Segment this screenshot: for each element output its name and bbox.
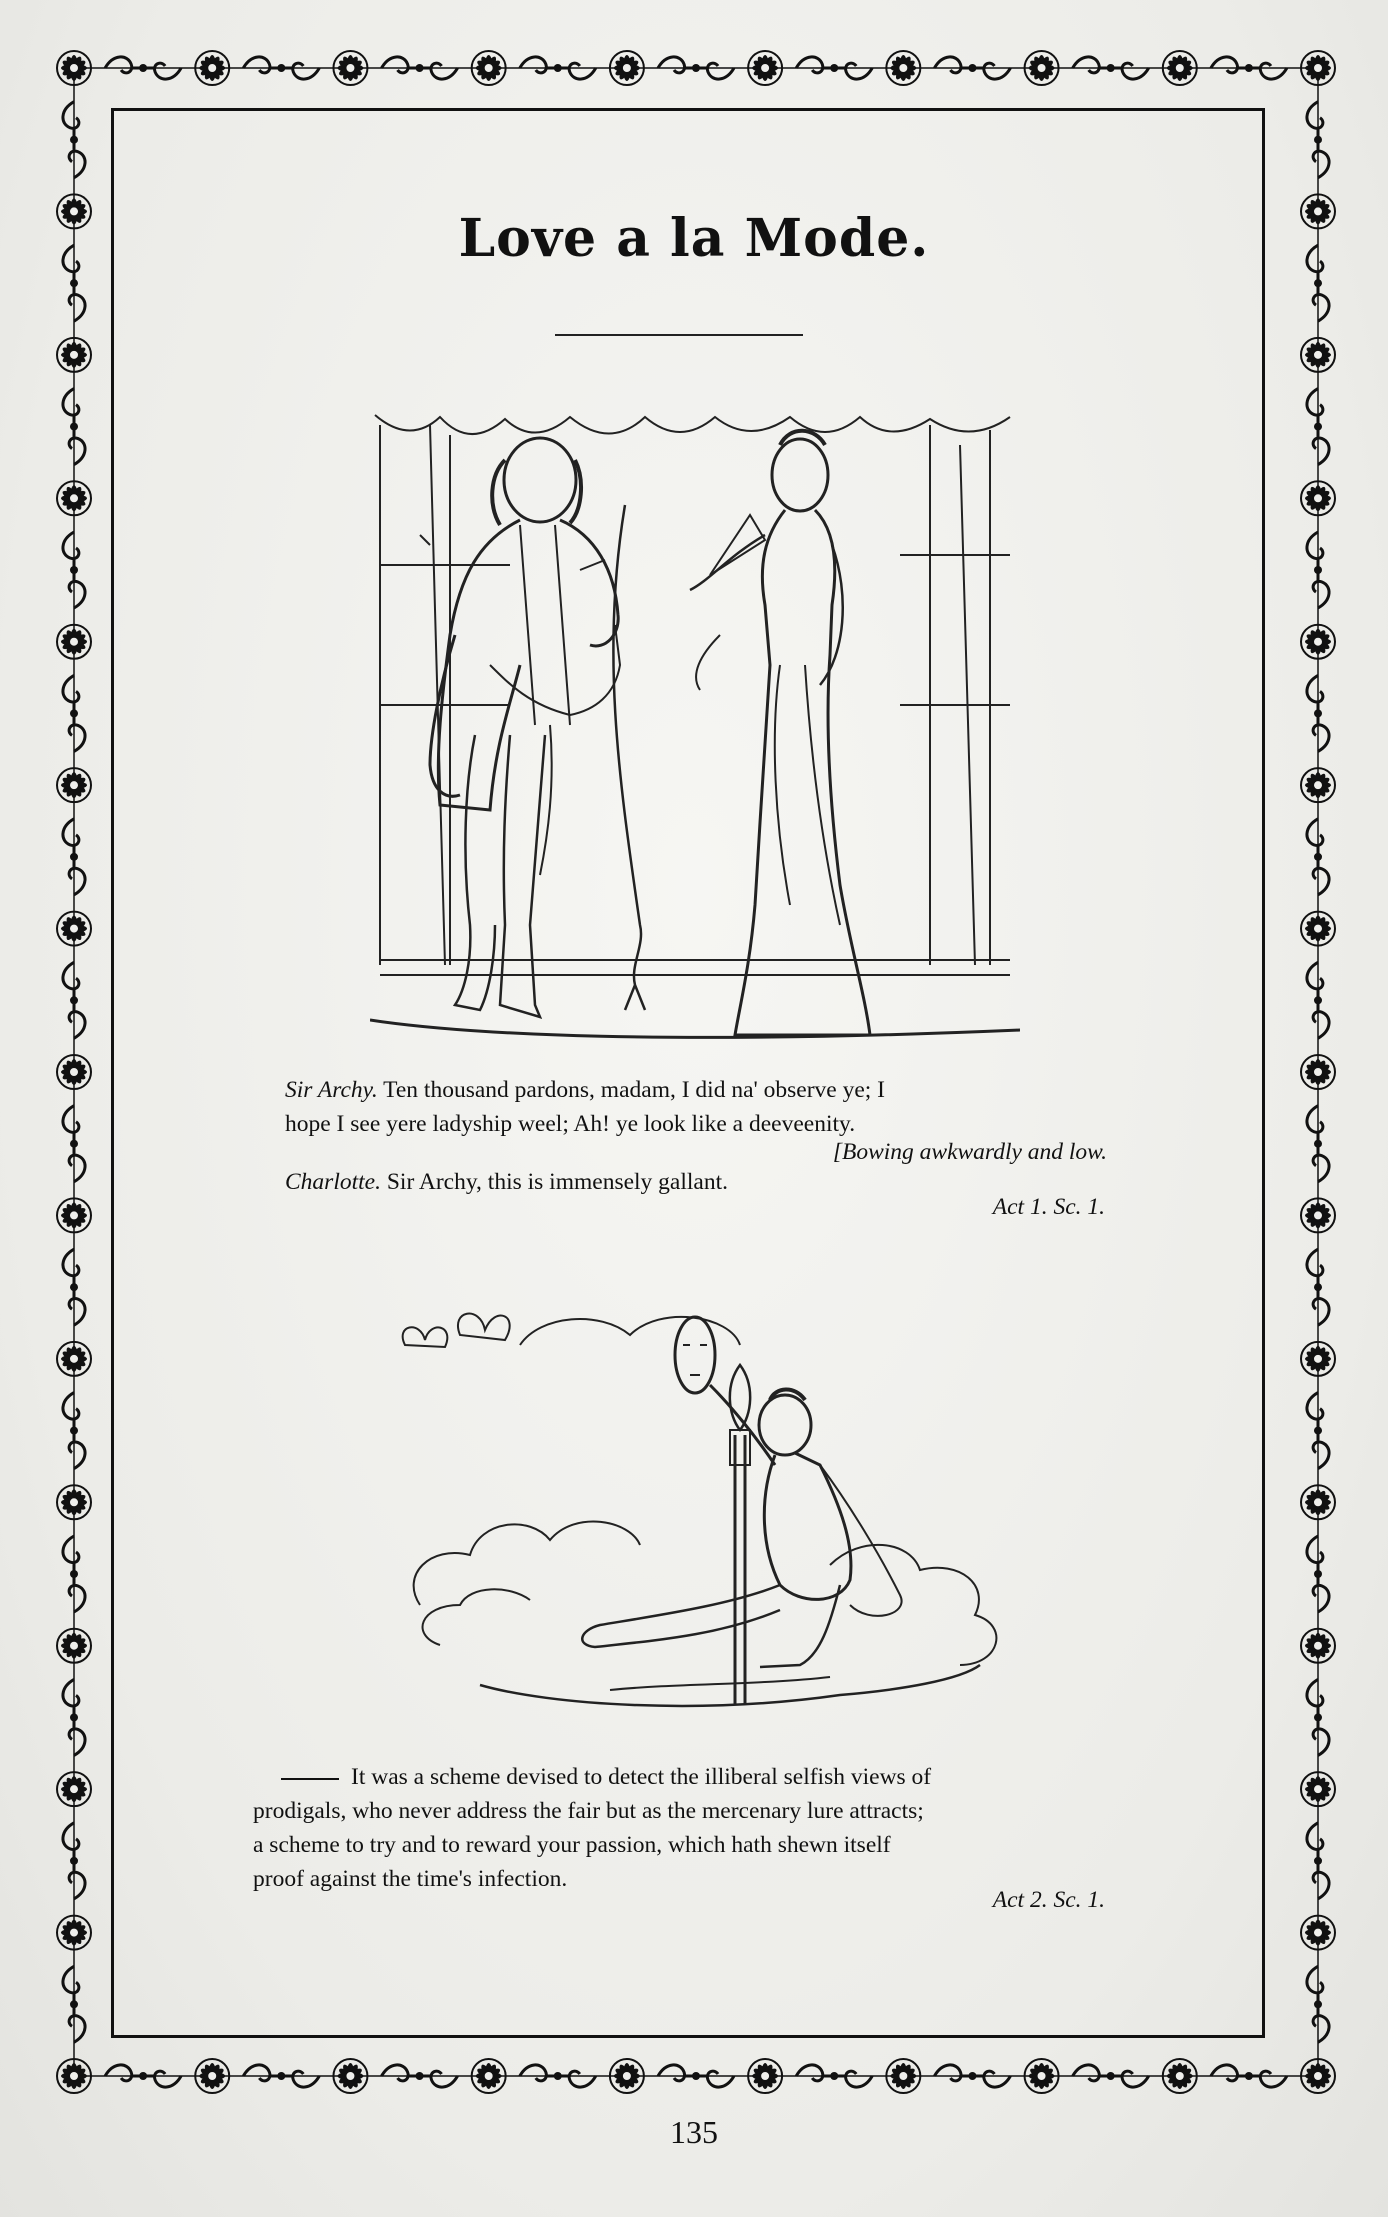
- quote1-line2: hope I see yere ladyship weel; Ah! ye look like a deeveenity.: [285, 1111, 856, 1137]
- page-number: 135: [670, 2114, 718, 2150]
- border-rosette: [1301, 625, 1335, 659]
- border-rosette: [610, 2059, 644, 2093]
- quote2-line1: It was a scheme devised to detect the illiberal selfish views of: [351, 1764, 932, 1790]
- border-rosette: [57, 625, 91, 659]
- illustration-top: [370, 405, 1020, 1050]
- speaker-charlotte: Charlotte.: [285, 1169, 381, 1195]
- quote1-line3: Sir Archy, this is immensely gallant.: [386, 1169, 728, 1195]
- border-rosette: [1301, 1772, 1335, 1806]
- quote2-line2: prodigals, who never address the fair but as the mercenary lure attracts;: [253, 1798, 924, 1824]
- border-rosette: [57, 1772, 91, 1806]
- border-rosette: [1301, 912, 1335, 946]
- em-dash-rule: [281, 1778, 339, 1780]
- border-rosette: [1163, 2059, 1197, 2093]
- title-rule: [555, 334, 803, 336]
- illustration-bottom: [400, 1305, 1040, 1725]
- act-reference-1: Act 1. Sc. 1.: [992, 1194, 1105, 1220]
- border-rosette: [195, 51, 229, 85]
- border-rosette: [1301, 1342, 1335, 1376]
- quote-sir-archy: [285, 1073, 1105, 1141]
- border-rosette: [57, 1916, 91, 1950]
- border-rosette: [886, 51, 920, 85]
- border-rosette: [1301, 481, 1335, 515]
- border-rosette: [1301, 1916, 1335, 1950]
- border-rosette: [1301, 51, 1335, 85]
- border-rosette: [57, 2059, 91, 2093]
- border-rosette: [57, 338, 91, 372]
- border-rosette: [748, 2059, 782, 2093]
- border-rosette: [1301, 338, 1335, 372]
- border-rosette: [57, 1629, 91, 1663]
- border-rosette: [57, 481, 91, 515]
- border-rosette: [1301, 1198, 1335, 1232]
- border-rosette: [472, 51, 506, 85]
- page-title: Love a la Mode.: [458, 208, 930, 269]
- border-rosette: [1301, 2059, 1335, 2093]
- quote2-line4: proof against the time's infection.: [253, 1866, 568, 1892]
- border-rosette: [1301, 1055, 1335, 1089]
- quote-charlotte: [285, 1165, 1105, 1199]
- border-rosette: [1025, 2059, 1059, 2093]
- border-rosette: [333, 51, 367, 85]
- border-rosette: [472, 2059, 506, 2093]
- quote2-line3: a scheme to try and to reward your passion, which hath shewn itself: [253, 1832, 891, 1858]
- stage-direction: [Bowing awkwardly and low.: [832, 1139, 1107, 1165]
- act-reference-2: Act 2. Sc. 1.: [992, 1887, 1105, 1913]
- border-rosette: [57, 1198, 91, 1232]
- border-rosette: [57, 1055, 91, 1089]
- border-rosette: [748, 51, 782, 85]
- border-rosette: [1301, 768, 1335, 802]
- border-rosette: [333, 2059, 367, 2093]
- border-rosette: [1301, 1629, 1335, 1663]
- border-rosette: [57, 1342, 91, 1376]
- border-rosette: [195, 2059, 229, 2093]
- border-rosette: [57, 1485, 91, 1519]
- border-rosette: [57, 912, 91, 946]
- border-rosette: [1025, 51, 1059, 85]
- quote-scheme: [253, 1760, 1075, 1896]
- quote1-line1: Ten thousand pardons, madam, I did na' observe ye; I: [383, 1077, 885, 1103]
- border-rosette: [1301, 1485, 1335, 1519]
- speaker-sir-archy: Sir Archy.: [285, 1077, 378, 1103]
- border-rosette: [886, 2059, 920, 2093]
- border-rosette: [610, 51, 644, 85]
- border-rosette: [57, 51, 91, 85]
- border-rosette: [1163, 51, 1197, 85]
- border-rosette: [57, 768, 91, 802]
